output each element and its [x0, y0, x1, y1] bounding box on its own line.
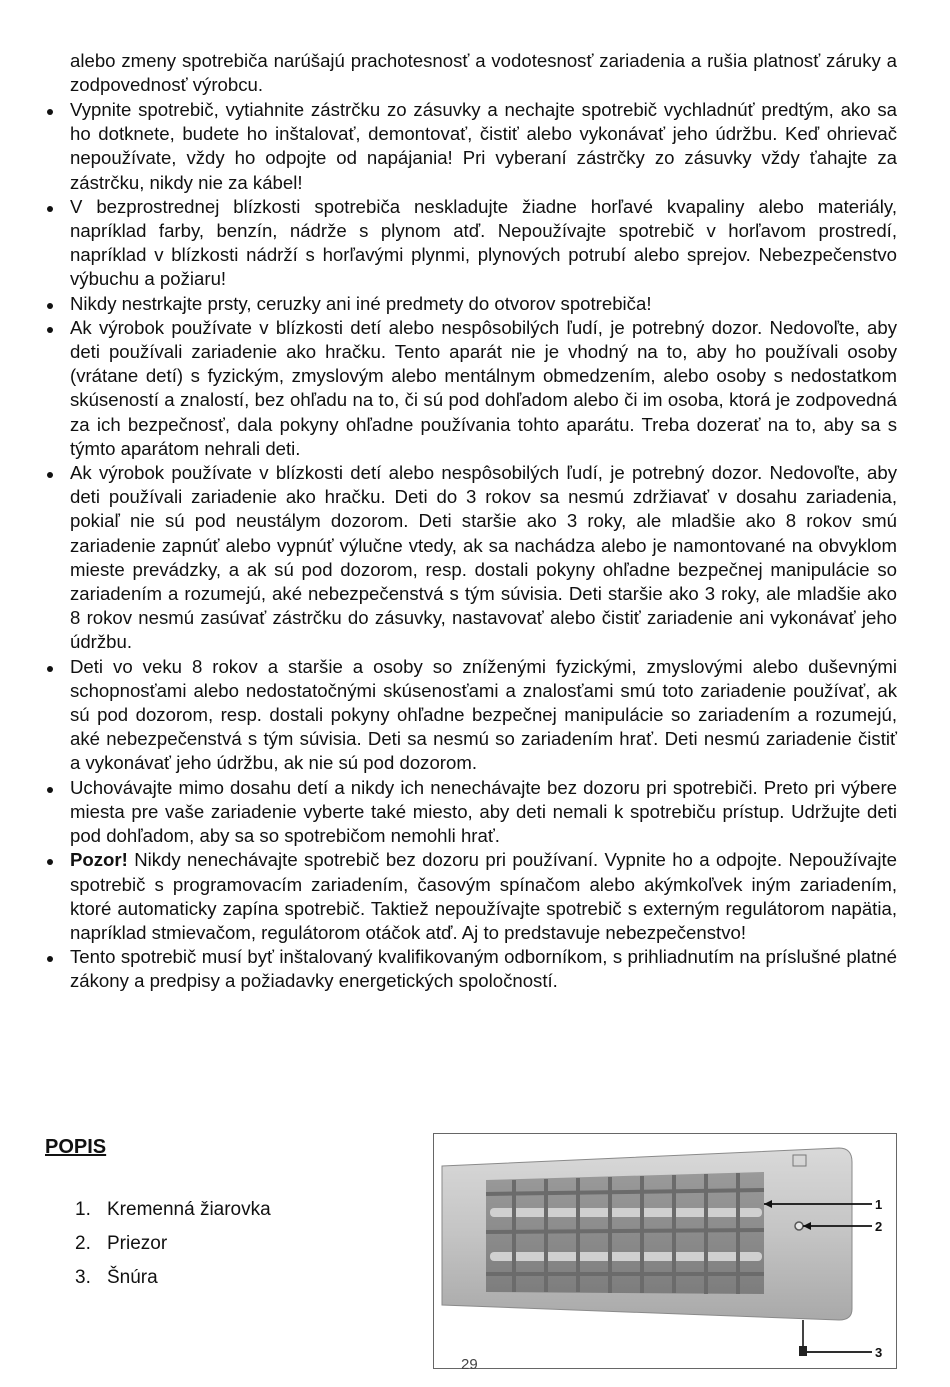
bullet-text: Tento spotrebič musí byť inštalovaný kvalifikovaným odborníkom, s prihliadnutím na príslušné platné zákony a predpisy a požiadavky energetických spoločností. [70, 946, 897, 992]
bullet-dot-icon [47, 109, 53, 115]
section-title: POPIS [45, 1136, 107, 1158]
intro-paragraph: alebo zmeny spotrebiča narúšajú prachotesnosť a vodotesnosť zariadenia a rušia platnosť záruky a zodpovednosť výrobcu. [70, 50, 897, 96]
bullet-text: Deti vo veku 8 rokov a staršie a osoby so zníženými fyzickými, zmyslovými alebo duševnými schopnosťami alebo nedostatočnými skúsenosťami a znalosťami smú toto zariadenie používať, ak sú pod dozorom, resp. dostali pokyny ohľadne bezpečnej manipulácie so zariadením a rozumejú, aké nebezpečenstvá s tým súvisia. Deti sa nesmú so zariadením hrať. Deti nesmú zariadenie čistiť a vykonávať jeho údržbu, ak nie sú pod dozorom. [70, 655, 897, 774]
part-number: 3. [75, 1267, 91, 1288]
callout-label-2: 2 [875, 1219, 883, 1234]
heater-figure [433, 1133, 897, 1369]
parts-list [75, 1193, 271, 1295]
cord-switch-icon [799, 1346, 807, 1356]
heating-tube-upper [490, 1208, 762, 1217]
bullet-text: Ak výrobok používate v blízkosti detí alebo nespôsobilých ľudí, je potrebný dozor. Nedovoľte, aby deti používali zariadenie ako hračku. Tento aparát nie je vhodný na to, aby ho používali osoby (vrátane detí) s fyzickým, zmyslovým alebo mentálnym obmedzením, alebo osoby s nedostatkom skúseností a znalostí, bez ohľadu na to, či sú pod dohľadom alebo či im osoba, ktorá je zodpovedná za ich bezpečnosť, dala pokyny ohľadne používania tohto aparátu. Treba dozerať na to, aby sa s týmto aparátom nehrali deti. [70, 316, 897, 459]
bullet-text: Vypnite spotrebič, vytiahnite zástrčku zo zásuvky a nechajte spotrebič vychladnúť predtým, ako sa ho dotknete, budete ho inštalovať, demontovať, čistiť alebo vykonávať jeho údržbu. Keď ohrievač nepoužívate, vždy ho odpojte od napájania! Pri vyberaní zástrčky zo zásuvky vždy ťahajte za zástrčku, nikdy nie za kábel! [70, 99, 897, 193]
parts-list-item [75, 1261, 271, 1295]
safety-bullet [42, 98, 897, 195]
bullet-dot-icon [47, 472, 53, 478]
bullet-dot-icon [47, 787, 53, 793]
safety-bullet [42, 195, 897, 292]
part-number: 1. [75, 1199, 91, 1220]
part-label: Šnúra [107, 1267, 158, 1288]
bullet-text: Nikdy nenechávajte spotrebič bez dozoru pri používaní. Vypnite ho a odpojte. Nepoužívajte spotrebič s programovacím zariadením, časovým spínačom alebo akýmkoľvek iným zariadením, ktoré automaticky zapína spotrebič. Taktiež nepoužívajte spotrebič s externým regulátorom napätia, napríklad stmievačom, regulátorom otáčok atď. Aj to predstavuje nebezpečenstvo! [70, 849, 897, 943]
callout-label-3: 3 [875, 1345, 883, 1360]
bullet-dot-icon [47, 859, 53, 865]
page-number: 29 [461, 1356, 478, 1373]
safety-bullet-list [42, 98, 897, 994]
safety-bullet [42, 776, 897, 849]
part-label: Priezor [107, 1233, 168, 1254]
safety-bullet [42, 945, 897, 993]
part-number: 2. [75, 1233, 91, 1254]
safety-bullet [42, 655, 897, 776]
bullet-dot-icon [47, 206, 53, 212]
bullet-dot-icon [47, 956, 53, 962]
bullet-dot-icon [47, 303, 53, 309]
bullet-text: V bezprostrednej blízkosti spotrebiča neskladujte žiadne horľavé kvapaliny alebo materiály, napríklad farby, benzín, nádrže s plynom atď. Nepoužívajte spotrebič v horľavom prostredí, napríklad v blízkosti nádrží s horľavými plynmi, plynových potrubí alebo sprejov. Nebezpečenstvo výbuchu a požiaru! [70, 195, 897, 290]
heater-illustration [434, 1134, 896, 1368]
part-label: Kremenná žiarovka [107, 1199, 271, 1220]
bullet-dot-icon [47, 666, 53, 672]
parts-list-item [75, 1193, 271, 1227]
callout-label-1: 1 [875, 1197, 883, 1212]
bullet-bold-lead: Pozor! [70, 849, 128, 871]
bullet-text: Ak výrobok používate v blízkosti detí alebo nespôsobilých ľudí, je potrebný dozor. Nedovoľte, aby deti používali zariadenie ako hračku. Deti do 3 rokov sa nesmú zdržiavať v dosahu zariadenia, pokiaľ nie sú pod neustálym dozorom. Deti staršie ako 3 roky, ale mladšie ako 8 rokov smú zariadenie zapnúť alebo vypnúť výlučne vtedy, ak sa nachádza alebo je namontované na obvyklom mieste prevádzky, a ak sú pod dozorom, resp. dostali pokyny ohľadne bezpečnej manipulácie so zariadením a rozumejú, aké nebezpečenstvá s tým súvisia. Deti staršie ako 3 roky, ale mladšie ako 8 rokov nesmú zasúvať zástrčku do zásuvky, nastavovať alebo čistiť zariadenie ani vykonávať jeho údržbu. [70, 462, 897, 653]
safety-bullet [42, 848, 897, 945]
heating-tube-lower [490, 1252, 762, 1261]
bullet-text: Nikdy nestrkajte prsty, ceruzky ani iné predmety do otvorov spotrebiča! [70, 292, 652, 314]
parts-list-item [75, 1227, 271, 1261]
indicator-window-icon [795, 1222, 803, 1230]
safety-bullet [42, 316, 897, 461]
safety-bullet [42, 461, 897, 655]
bullet-dot-icon [47, 327, 53, 333]
safety-bullet [42, 292, 897, 316]
bullet-text: Uchovávajte mimo dosahu detí a nikdy ich nenechávajte bez dozoru pri spotrebiči. Preto pri výbere miesta pre vaše zariadenie vyberte také miesto, aby deti nemali k spotrebiču prístup. Udržujte deti pod dohľadom, aby sa so spotrebičom nemohli hrať. [70, 776, 897, 847]
